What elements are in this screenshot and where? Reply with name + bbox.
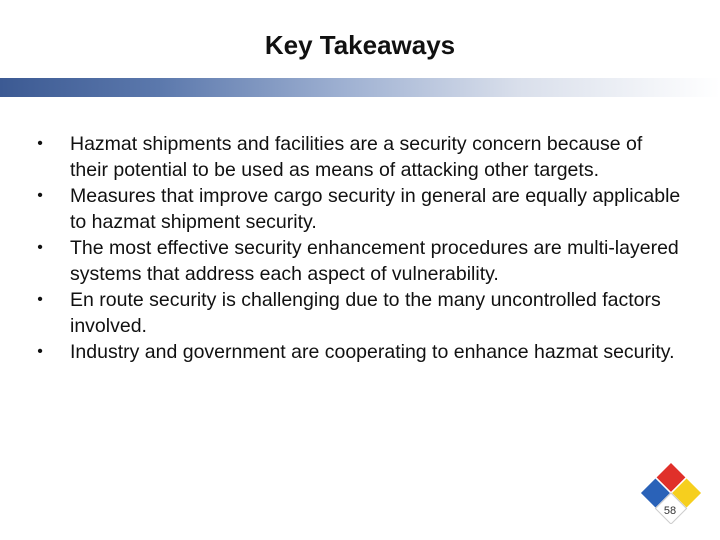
bullet-icon: • [37, 291, 43, 308]
page-number: 58 [663, 505, 677, 517]
slide-title: Key Takeaways [264, 30, 456, 60]
list-item [32, 183, 682, 235]
list-item [32, 287, 682, 339]
bullet-text: En route security is challenging due to the many uncontrolled factors involved. [70, 289, 661, 337]
list-item [32, 235, 682, 287]
bullet-icon: • [37, 239, 43, 256]
bullet-icon: • [37, 343, 43, 360]
bullet-text: Hazmat shipments and facilities are a security concern because of their potential to be used as means of attacking other targets. [70, 133, 643, 181]
takeaways-list [32, 131, 682, 365]
bullet-text: Industry and government are cooperating to enhance hazmat security. [70, 341, 675, 363]
bullet-icon: • [37, 187, 43, 204]
list-item [32, 131, 682, 183]
bullet-text: Measures that improve cargo security in general are equally applicable to hazmat shipment security. [70, 185, 681, 233]
title-gradient-bar [0, 78, 720, 97]
list-item [32, 339, 682, 365]
bullet-text: The most effective security enhancement procedures are multi-layered systems that address each aspect of vulnerability. [70, 237, 679, 285]
bullet-icon: • [37, 135, 43, 152]
